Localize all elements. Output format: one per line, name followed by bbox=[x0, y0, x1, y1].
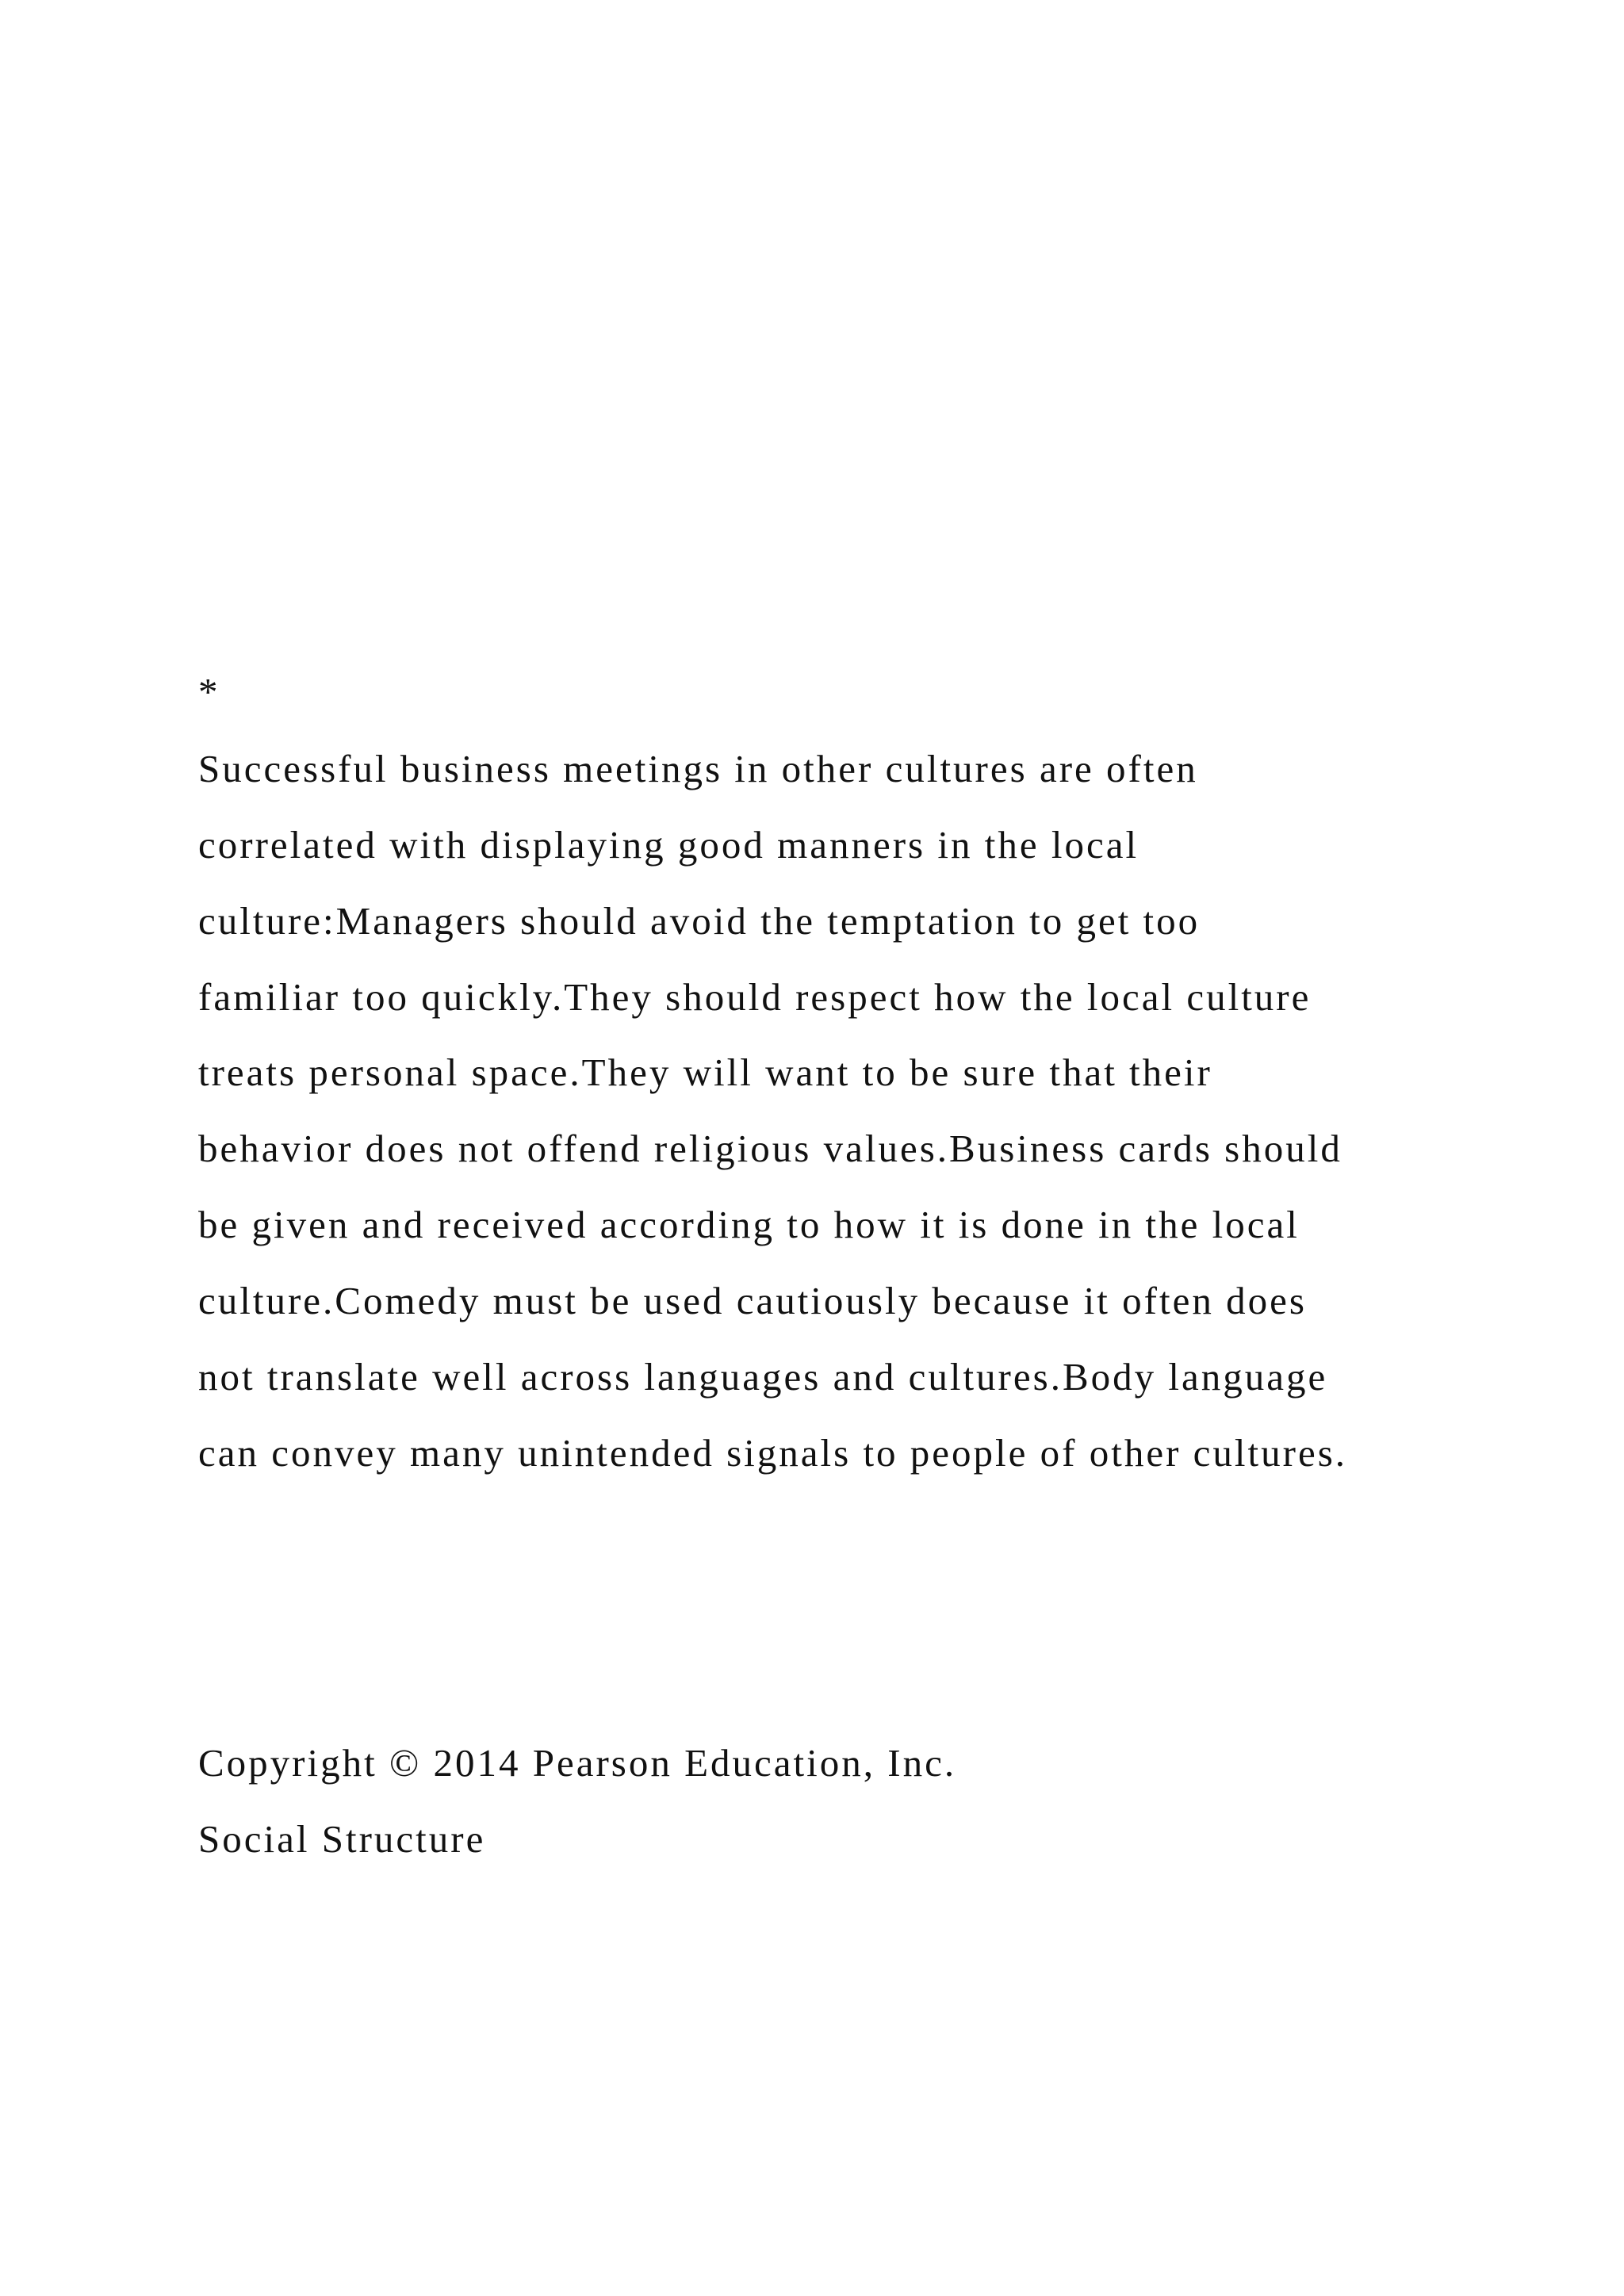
section-title: Social Structure bbox=[198, 1817, 486, 1861]
body-line: not translate well across languages and cultures.Body language bbox=[198, 1355, 1328, 1399]
body-line: be given and received according to how it is done in the local bbox=[198, 1203, 1300, 1246]
body-line: culture.Comedy must be used cautiously because it often does bbox=[198, 1279, 1307, 1322]
copyright-notice: Copyright © 2014 Pearson Education, Inc. bbox=[198, 1741, 957, 1785]
body-line: behavior does not offend religious values.Business cards should bbox=[198, 1127, 1342, 1170]
bullet-marker: * bbox=[198, 670, 220, 714]
body-line: culture:Managers should avoid the temptation to get too bbox=[198, 899, 1201, 943]
body-line: familiar too quickly.They should respect how the local culture bbox=[198, 975, 1312, 1019]
body-line: treats personal space.They will want to be sure that their bbox=[198, 1050, 1212, 1094]
body-line: Successful business meetings in other cultures are often bbox=[198, 747, 1198, 790]
body-line: can convey many unintended signals to people of other cultures. bbox=[198, 1431, 1348, 1475]
body-line: correlated with displaying good manners in the local bbox=[198, 823, 1139, 867]
